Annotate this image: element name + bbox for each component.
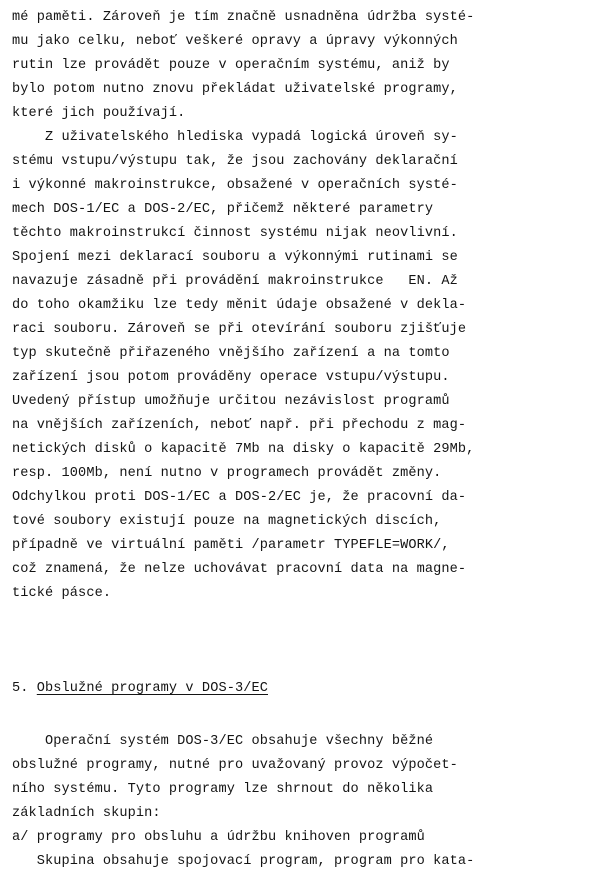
section-title: Obslužné programy v DOS-3/EC [36, 681, 268, 696]
text-line: stému vstupu/výstupu tak, že jsou zachovány deklarační [12, 154, 458, 169]
text-line: netických disků o kapacitě 7Mb na disky o kapacitě 29Mb, [12, 442, 475, 457]
section-heading [12, 677, 268, 701]
text-line: Odchylkou proti DOS-1/EC a DOS-2/EC je, že pracovní da- [12, 490, 467, 505]
text-line: mé paměti. Zároveň je tím značně usnadněna údržba systé- [12, 10, 475, 25]
text-line: které jich používají. [12, 106, 186, 121]
text-line: těchto makroinstrukcí činnost systému nijak neovlivní. [12, 226, 458, 241]
text-line: rutin lze provádět pouze v operačním systému, aniž by [12, 58, 450, 73]
text-line: do toho okamžiku lze tedy měnit údaje obsažené v dekla- [12, 298, 467, 313]
text-line: tové soubory existují pouze na magnetických discích, [12, 514, 442, 529]
text-line: Z uživatelského hlediska vypadá logická úroveň sy- [12, 130, 458, 145]
text-line: resp. 100Mb, není nutno v programech provádět změny. [12, 466, 442, 481]
text-line: obslužné programy, nutné pro uvažovaný provoz výpočet- [12, 758, 458, 773]
section-number: 5. [12, 681, 29, 696]
text-line: mu jako celku, neboť veškeré opravy a úpravy výkonných [12, 34, 458, 49]
text-line: zařízení jsou potom prováděny operace vstupu/výstupu. [12, 370, 450, 385]
text-line: na vnějších zařízeních, neboť např. při přechodu z mag- [12, 418, 467, 433]
text-line: mech DOS-1/EC a DOS-2/EC, přičemž některé parametry [12, 202, 434, 217]
list-item-a: a/ programy pro obsluhu a údržbu knihoven programů [12, 830, 425, 845]
text-line: základních skupin: [12, 806, 161, 821]
text-line: tické pásce. [12, 586, 112, 601]
text-line: což znamená, že nelze uchovávat pracovní data na magne- [12, 562, 467, 577]
text-line: navazuje zásadně při provádění makroinstrukce EN. Až [12, 274, 458, 289]
text-line: Operační systém DOS-3/EC obsahuje všechny běžné [12, 734, 434, 749]
text-line: typ skutečně přiřazeného vnějšího zařízení a na tomto [12, 346, 450, 361]
text-line: i výkonné makroinstrukce, obsažené v operačních systé- [12, 178, 458, 193]
text-line: Uvedený přístup umožňuje určitou nezávislost programů [12, 394, 450, 409]
text-line: Skupina obsahuje spojovací program, program pro kata- [12, 854, 475, 869]
text-line: ního systému. Tyto programy lze shrnout do několika [12, 782, 434, 797]
text-line: bylo potom nutno znovu překládat uživatelské programy, [12, 82, 458, 97]
text-line: Spojení mezi deklarací souboru a výkonnými rutinami se [12, 250, 458, 265]
text-line: případně ve virtuální paměti /parametr TYPEFLE=WORK/, [12, 538, 450, 553]
text-line: raci souboru. Zároveň se při otevírání souboru zjišťuje [12, 322, 467, 337]
